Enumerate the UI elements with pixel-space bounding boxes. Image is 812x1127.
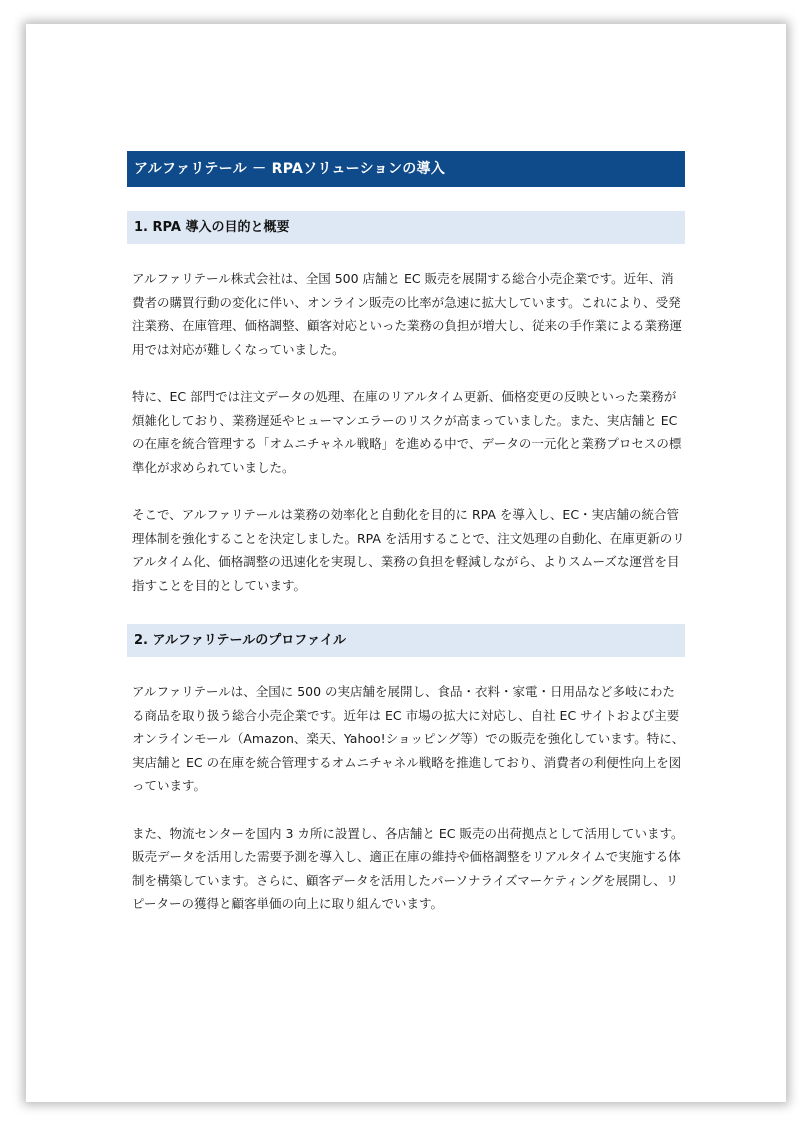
paragraph: アルファリテールは、全国に 500 の実店舗を展開し、食品・衣料・家電・日用品など多岐にわたる商品を取り扱う総合小売企業です。近年は EC 市場の拡大に対応し、自社 EC サイトおよび主要オンラインモール（Amazon、楽天、Yahoo!ショッピング等）での販売を強化しています。特に、実店舗と EC の在庫を統合管理するオムニチャネル戦略を推進しており、消費者の利便性向上を図っています。 — [132, 684, 685, 793]
document-content — [127, 151, 685, 916]
paragraph: そこで、アルファリテールは業務の効率化と自動化を目的に RPA を導入し、EC・実店舗の統合管理体制を強化することを決定しました。RPA を活用することで、注文処理の自動化、在庫更新のリアルタイム化、価格調整の迅速化を実現し、業務の負担を軽減しながら、よりスムーズな運営を目指すことを目的としています。 — [132, 507, 685, 593]
section-heading-purpose: 1. RPA 導入の目的と概要 — [127, 211, 685, 244]
document-page — [26, 24, 786, 1102]
section-heading-profile: 2. アルファリテールのプロファイル — [127, 624, 685, 657]
document-title: アルファリテール － RPAソリューションの導入 — [127, 151, 685, 187]
paragraph: 特に、EC 部門では注文データの処理、在庫のリアルタイム更新、価格変更の反映といった業務が煩雑化しており、業務遅延やヒューマンエラーのリスクが高まっていました。また、実店舗と EC の在庫を統合管理する「オムニチャネル戦略」を進める中で、データの一元化と業務プロセスの標準化が求められていました。 — [132, 389, 682, 475]
paragraph: アルファリテール株式会社は、全国 500 店舗と EC 販売を展開する総合小売企業です。近年、消費者の購買行動の変化に伴い、オンライン販売の比率が急速に拡大しています。これにより、受発注業務、在庫管理、価格調整、顧客対応といった業務の負担が増大し、従来の手作業による業務運用では対応が難しくなっていました。 — [132, 271, 683, 357]
paragraph: また、物流センターを国内 3 カ所に設置し、各店舗と EC 販売の出荷拠点として活用しています。販売データを活用した需要予測を導入し、適正在庫の維持や価格調整をリアルタイムで実施する体制を構築しています。さらに、顧客データを活用したパーソナライズマーケティングを展開し、リピーターの獲得と顧客単価の向上に取り組んでいます。 — [132, 825, 684, 911]
